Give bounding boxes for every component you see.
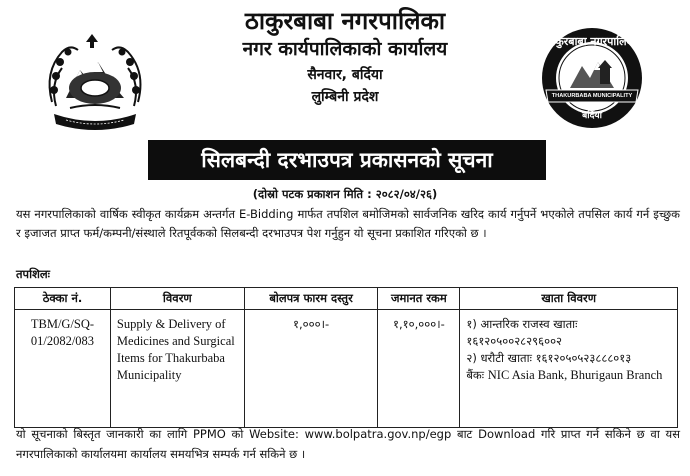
seal-top-text: ठाकुरबाबा नगरपालिका <box>546 35 638 48</box>
reissue-date: (दोस्रो पटक प्रकाशन मिति : २०८२/०४/२६) <box>252 187 438 201</box>
cell-account-details <box>460 310 678 428</box>
bid-table <box>14 287 678 428</box>
bank-name: NIC Asia Bank, Bhurigaun Branch <box>487 368 663 382</box>
intro-paragraph: यस नगरपालिकाको वार्षिक स्वीकृत कार्यक्रम अन्तर्गत E-Bidding मार्फत तपशिल बमोजिमको सार्वजनिक खरिद कार्य गर्नुपर्ने भएकोले तपसिल कार्य गर्न इच्छुक र इजाजत प्राप्त फर्म/कम्पनी/संस्थाले रितपूर्वकको सिलबन्दी दरभाउपत्र पेश गर्नुहुन यो सूचना प्रकाशित गरिएको छ । <box>16 207 680 240</box>
bank-line <box>466 367 671 384</box>
account-line2: १६१२०५००२८२९६००२ <box>466 334 563 348</box>
location: सैनवार, बर्दिया <box>307 67 383 83</box>
footer-note: यो सूचनाको बिस्तृत जानकारी का लागि PPMO को Website: www.bolpatra.gov.np/egp बाट Download गरि प्राप्त गर्न सकिने छ वा यस नगरपालिकाको कार्यालयमा कार्यालय समयभित्र सम्पर्क गर्न सकिने छ । <box>16 427 680 461</box>
contract-no-line1: TBM/G/SQ- <box>30 317 95 331</box>
account-line1: १) आन्तरिक राजस्व खाताः <box>466 317 578 331</box>
table-row <box>15 310 678 428</box>
org-name: ठाकुरबाबा नगरपालिका <box>244 7 446 35</box>
header-deposit: जमानत रकम <box>378 288 460 310</box>
cell-contract-no <box>15 310 111 428</box>
contract-no-line2: 01/2082/083 <box>30 334 95 348</box>
header-account-details: खाता विवरण <box>460 288 678 310</box>
notice-title: सिलबन्दी दरभाउपत्र प्रकासनको सूचना <box>148 140 546 180</box>
seal-band-text: THAKURBABA MUNICIPALITY <box>551 93 633 99</box>
seal-bottom-text: बर्दिया <box>582 111 602 121</box>
account-line3: २) धरौटी खाताः १६१२०५०५२३८८८०१३ <box>466 351 632 365</box>
bank-label: बैंकः <box>466 368 485 382</box>
nepal-government-emblem-icon <box>40 32 150 136</box>
cell-form-fee: १,०००।- <box>244 310 378 428</box>
cell-deposit: १,१०,०००।- <box>378 310 460 428</box>
office-name: नगर कार्यपालिकाको कार्यालय <box>242 38 448 60</box>
header-description: विवरण <box>110 288 244 310</box>
cell-description: Supply & Delivery of Medicines and Surgical Items for Thakurbaba Municipality <box>110 310 244 428</box>
province: लुम्बिनी प्रदेश <box>311 89 379 105</box>
header-block <box>150 6 540 108</box>
municipality-seal <box>540 26 644 130</box>
header-contract-no: ठेक्का नं. <box>15 288 111 310</box>
header-form-fee: बोलपत्र फारम दस्तुर <box>244 288 378 310</box>
table-header-row <box>15 288 678 310</box>
schedule-label: तपशिलः <box>16 267 51 281</box>
